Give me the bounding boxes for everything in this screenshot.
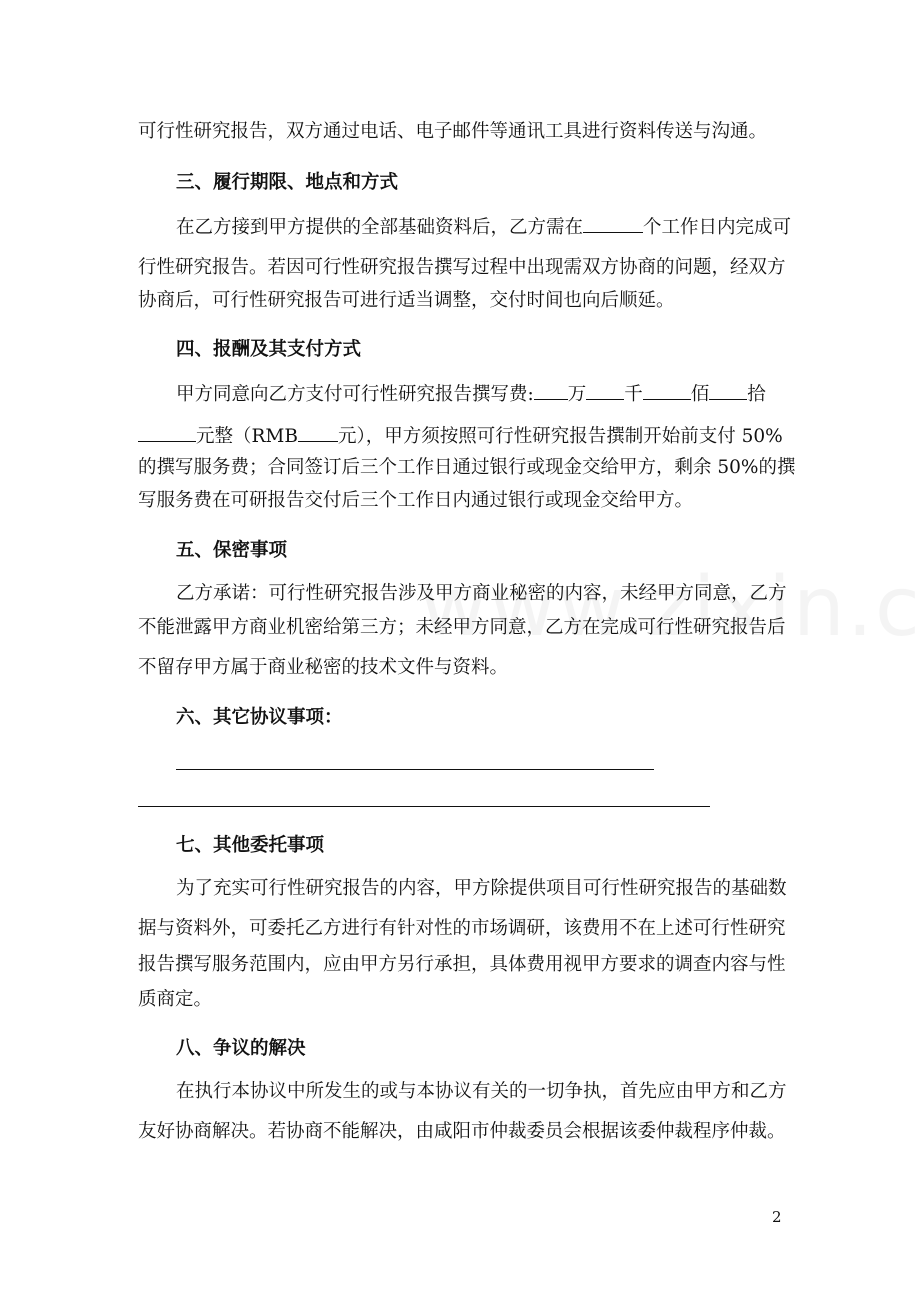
section-8-line-1: 在执行本协议中所发生的或与本协议有关的一切争执，首先应由甲方和乙方 xyxy=(176,1081,787,1102)
unit-shi: 拾 xyxy=(747,384,766,405)
watermark xyxy=(420,560,920,655)
section-8-line-2: 友好协商解决。若协商不能解决，由咸阳市仲裁委员会根据该委仲裁程序仲裁。 xyxy=(138,1121,786,1142)
section-6-title: 六、其它协议事项： xyxy=(176,707,343,728)
amount-rmb-blank[interactable] xyxy=(298,423,338,442)
section-4-line-2-text-a: 元整（RMB xyxy=(196,426,298,447)
section-3-line-1-text-b: 个工作日内完成可 xyxy=(643,217,792,238)
other-terms-blank-line-1[interactable] xyxy=(176,769,654,770)
section-7-line-2: 据与资料外，可委托乙方进行有针对性的市场调研，该费用不在上述可行性研究 xyxy=(138,918,786,939)
section-7-line-1: 为了充实可行性研究报告的内容，甲方除提供项目可行性研究报告的基础数 xyxy=(176,878,787,899)
section-5-line-3: 不留存甲方属于商业秘密的技术文件与资料。 xyxy=(138,657,509,678)
section-3-line-1 xyxy=(176,214,798,240)
section-7-line-3: 报告撰写服务范围内，应由甲方另行承担，具体费用视甲方要求的调查内容与性 xyxy=(138,954,786,975)
section-3-title: 三、履行期限、地点和方式 xyxy=(176,172,399,193)
section-3-line-1-text-a: 在乙方接到甲方提供的全部基础资料后，乙方需在 xyxy=(176,217,584,238)
section-8-title: 八、争议的解决 xyxy=(176,1038,306,1059)
section-4-line-2 xyxy=(138,423,798,449)
paragraph-line: 可行性研究报告，双方通过电话、电子邮件等通讯工具进行资料传送与沟通。 xyxy=(138,121,768,142)
amount-bai-blank[interactable] xyxy=(643,381,691,400)
page-number: 2 xyxy=(772,1208,782,1226)
section-5-line-2: 不能泄露甲方商业机密给第三方；未经甲方同意，乙方在完成可行性研究报告后 xyxy=(138,617,786,638)
section-7-line-4: 质商定。 xyxy=(138,989,213,1010)
section-4-line-1-text: 甲方同意向乙方支付可行性研究报告撰写费: xyxy=(176,384,534,405)
section-4-line-4: 写服务费在可研报告交付后三个工作日内通过银行或现金交给甲方。 xyxy=(138,490,694,511)
section-3-line-3: 协商后，可行性研究报告可进行适当调整，交付时间也向后顺延。 xyxy=(138,290,675,311)
section-4-line-2-text-b: 元），甲方须按照可行性研究报告撰制开始前支付 50% xyxy=(337,426,783,447)
unit-bai: 佰 xyxy=(690,384,710,405)
section-3-line-2: 行性研究报告。若因可行性研究报告撰写过程中出现需双方协商的问题，经双方 xyxy=(138,257,786,278)
section-4-line-3: 的撰写服务费；合同签订后三个工作日通过银行或现金交给甲方，剩余 50%的撰 xyxy=(138,457,796,478)
section-5-title: 五、保密事项 xyxy=(176,540,288,561)
unit-qian: 千 xyxy=(624,384,643,405)
amount-shi-blank[interactable] xyxy=(709,381,747,400)
section-4-line-1 xyxy=(176,381,798,407)
unit-wan: 万 xyxy=(567,384,587,405)
section-7-title: 七、其他委托事项 xyxy=(176,835,325,856)
amount-wan-blank[interactable] xyxy=(534,381,568,400)
working-days-blank[interactable] xyxy=(583,214,643,233)
amount-qian-blank[interactable] xyxy=(586,381,624,400)
section-5-line-1: 乙方承诺：可行性研究报告涉及甲方商业秘密的内容，未经甲方同意，乙方 xyxy=(176,583,787,604)
other-terms-blank-line-2[interactable] xyxy=(138,806,710,807)
amount-yuan-blank[interactable] xyxy=(138,423,196,442)
section-4-title: 四、报酬及其支付方式 xyxy=(176,339,362,360)
